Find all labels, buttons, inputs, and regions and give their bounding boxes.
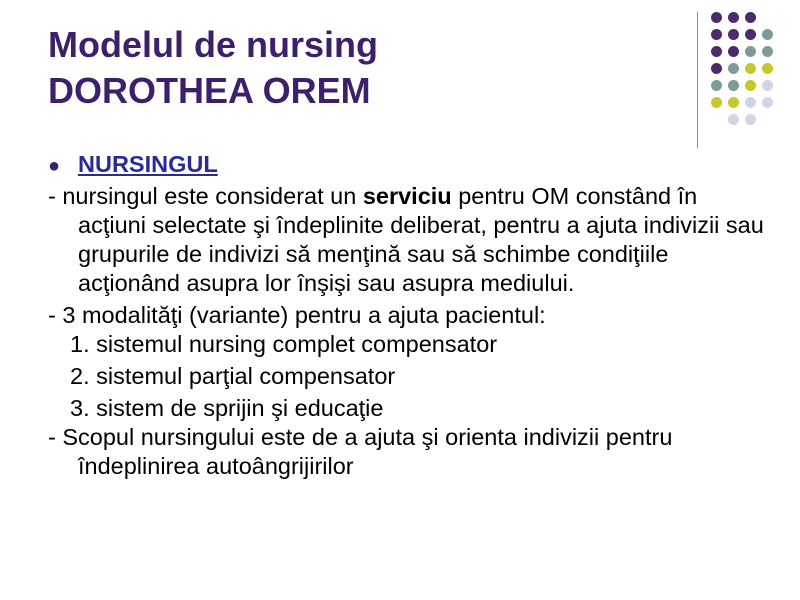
title-line-2: DOROTHEA OREM <box>48 70 371 111</box>
decorative-dot <box>762 63 773 74</box>
decorative-dot <box>711 46 722 57</box>
heading-line <box>48 150 768 182</box>
paragraph-goal: - Scopul nursingului este de a ajuta şi orienta indivizii pentru îndeplinirea autoângrijirilor <box>48 424 673 479</box>
decorative-dot <box>745 29 756 40</box>
decorative-dot <box>728 97 739 108</box>
decorative-dot <box>762 46 773 57</box>
definition-prefix: - nursingul este considerat un <box>48 183 363 209</box>
decorative-dot <box>711 80 722 91</box>
decorative-dot <box>745 63 756 74</box>
list-item: 2. sistemul parţial compensator <box>70 363 396 389</box>
decorative-dot <box>745 12 756 23</box>
decorative-dot <box>711 97 722 108</box>
definition-suffix: pentru OM constând în acţiuni selectate şi îndeplinite deliberat, pentru a ajuta indivizii sau grupurile de indivizi să menţină sau să schimbe condiţiile acţionând asupra lor înşişi sau asupra mediului. <box>78 183 764 296</box>
decorative-dot <box>745 80 756 91</box>
paragraph-modalities: - 3 modalităţi (variante) pentru a ajuta pacientul: <box>48 302 546 328</box>
bullet-icon: ● <box>48 155 61 177</box>
definition-bold: serviciu <box>362 183 452 209</box>
decorative-divider <box>697 12 698 148</box>
decorative-dot <box>711 12 722 23</box>
decorative-dot <box>762 97 773 108</box>
decorative-dot <box>745 114 756 125</box>
list-item: 1. sistemul nursing complet compensator <box>70 331 498 357</box>
paragraph-definition <box>48 182 768 298</box>
decorative-dot <box>728 80 739 91</box>
list-item: 3. sistem de sprijin şi educaţie <box>70 395 384 421</box>
decorative-dot-grid <box>711 12 791 132</box>
decorative-dot <box>711 29 722 40</box>
section-heading: NURSINGUL <box>78 151 218 177</box>
decorative-dot <box>745 46 756 57</box>
decorative-dot <box>728 63 739 74</box>
decorative-dot <box>711 63 722 74</box>
title-line-1: Modelul de nursing <box>48 24 378 65</box>
slide-title <box>48 22 378 114</box>
decorative-dot <box>728 12 739 23</box>
decorative-dot <box>728 46 739 57</box>
decorative-dot <box>762 29 773 40</box>
slide-body <box>48 150 768 481</box>
decorative-dot <box>728 114 739 125</box>
decorative-dot <box>762 80 773 91</box>
decorative-dot <box>728 29 739 40</box>
decorative-dot <box>745 97 756 108</box>
